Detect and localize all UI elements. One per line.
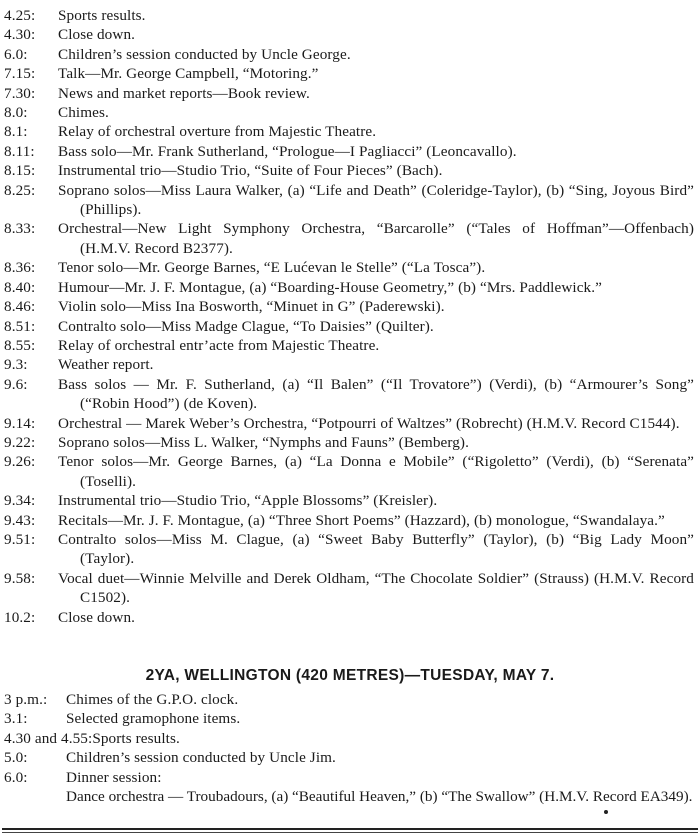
entry-text: Orchestral — Marek Weber’s Orchestra, “Potpourri of Waltzes” (Robrecht) (H.M.V. Record C1544). [58,414,680,432]
entry-time: 5.0: [4,749,28,767]
entry-text: Instrumental trio—Studio Trio, “Apple Blossoms” (Kreisler). [58,492,438,510]
entry-time: 9.34: [4,492,36,510]
entry-text: Close down. [58,608,136,626]
programme-entry [4,729,694,748]
entry-text: Orchestral—New Light Symphony Orchestra, “Barcarolle” (“Tales of Hoffman”—Offenbach) (H.M.V. Record B2377). [58,220,694,257]
entry-time: 8.46: [4,298,36,316]
entry-text: Close down. [58,26,136,44]
entry-text: Recitals—Mr. J. F. Montague, (a) “Three Short Poems” (Hazzard), (b) monologue, “Swandalaya.” [58,511,665,529]
programme-entry [4,45,694,64]
programme-entry [4,6,694,25]
programme-list-2ya [4,690,694,806]
programme-entry [4,219,694,258]
entry-text: Bass solos — Mr. F. Sutherland, (a) “Il Balen” (“Il Trovatore”) (Verdi), (b) “Armourer’s Song” (“Robin Hood”) (de Koven). [58,375,694,413]
programme-entry [4,258,694,277]
entry-text: Tenor solos—Mr. George Barnes, (a) “La Donna e Mobile” (“Rigoletto” (Verdi), (b) “Serenata” (Toselli). [58,453,694,490]
programme-entry [4,709,694,728]
entry-time: 8.55: [4,336,36,354]
entry-time: 7.15: [4,65,36,83]
programme-entry [4,748,694,767]
entry-text: Relay of orchestral overture from Majestic Theatre. [58,123,377,141]
programme-entry [4,142,694,161]
entry-time: 8.51: [4,317,36,335]
programme-entry [4,530,694,569]
entry-text: Sports results. [92,729,180,747]
entry-text: Soprano solos—Miss L. Walker, “Nymphs and Fauns” (Bemberg). [58,433,469,451]
programme-entry [4,569,694,608]
entry-time: 7.30: [4,84,36,102]
entry-time: 4.30 and 4.55: [4,729,93,747]
entry-text: Bass solo—Mr. Frank Sutherland, “Prologue—I Pagliacci” (Leoncavallo). [58,142,517,160]
entry-text: Humour—Mr. J. F. Montague, (a) “Boarding-House Geometry,” (b) “Mrs. Paddlewick.” [58,278,602,296]
programme-entry [4,64,694,83]
programme-entry [4,414,694,433]
programme-entry [4,103,694,122]
programme-entry [4,297,694,316]
entry-time: 8.0: [4,104,28,122]
entry-text: Vocal duet—Winnie Melville and Derek Oldham, “The Chocolate Soldier” (Strauss) (H.M.V. Record C1502). [58,569,694,607]
entry-text: Selected gramophone items. [66,710,241,728]
programme-entry [4,608,694,627]
programme-entry [4,317,694,336]
entry-text: Violin solo—Miss Ina Bosworth, “Minuet in G” (Paderewski). [58,298,445,316]
entry-time: 8.33: [4,220,36,238]
entry-time: 8.36: [4,259,36,277]
entry-time: 10.2: [4,608,36,626]
entry-time: 9.43: [4,511,36,529]
column-rule-thick [2,828,698,830]
entry-time: 6.0: [4,45,28,63]
programme-list-1ya [4,6,694,627]
programme-entry [4,336,694,355]
entry-time: 3.1: [4,710,28,728]
programme-entry [4,491,694,510]
entry-text: Children’s session conducted by Uncle George. [58,45,351,63]
entry-text: Instrumental trio—Studio Trio, “Suite of Four Pieces” (Bach). [58,162,443,180]
column-rule-thin [2,832,698,833]
entry-text: Chimes. [58,104,109,122]
station-heading: 2YA, WELLINGTON (420 METRES)—TUESDAY, MAY 7. [145,667,555,684]
entry-text: News and market reports—Book review. [58,84,310,102]
entry-time: 9.26: [4,453,36,471]
entry-time: 9.3: [4,356,28,374]
entry-time: 4.25: [4,7,36,24]
programme-entry [4,452,694,491]
entry-text: Weather report. [58,356,154,374]
programme-entry [4,690,694,709]
programme-entry [4,511,694,530]
entry-time: 9.51: [4,530,36,548]
programme-entry [4,355,694,374]
entry-text: Chimes of the G.P.O. clock. [66,691,239,708]
entry-time: 8.15: [4,162,36,180]
entry-time: 8.25: [4,181,36,199]
programme-entry [4,433,694,452]
entry-text: Contralto solos—Miss M. Clague, (a) “Sweet Baby Butterfly” (Taylor), (b) “Big Lady Moon” (Taylor). [58,530,694,568]
entry-time: 9.14: [4,414,36,432]
entry-text: Soprano solos—Miss Laura Walker, (a) “Life and Death” (Coleridge-Taylor), (b) “Sing, Joyous Bird” (Phillips). [58,181,694,219]
programme-entry [4,181,694,220]
entry-text: Relay of orchestral entr’acte from Majestic Theatre. [58,336,380,354]
programme-entry [4,278,694,297]
entry-time: 9.58: [4,569,36,587]
entry-time: 9.6: [4,375,28,393]
programme-entry [4,768,694,787]
entry-text: Tenor solo—Mr. George Barnes, “E Lućevan le Stelle” (“La Tosca”). [58,259,486,277]
entry-time: 4.30: [4,26,36,44]
programme-entry [4,122,694,141]
programme-entry [4,161,694,180]
entry-time: 8.1: [4,123,28,141]
programme-entry [4,84,694,103]
programme-entry [4,375,694,414]
dinner-session-item [4,787,694,806]
programme-entry [4,25,694,44]
entry-text: Contralto solo—Miss Madge Clague, “To Daisies” (Quilter). [58,317,434,335]
print-speck [604,810,608,814]
entry-time: 8.40: [4,278,36,296]
entry-time: 6.0: [4,768,28,786]
entry-text: Children’s session conducted by Uncle Jim. [66,749,336,767]
entry-text: Talk—Mr. George Campbell, “Motoring.” [58,65,319,83]
dinner-session-text: Dance orchestra — Troubadours, (a) “Beautiful Heaven,” (b) “The Swallow” (H.M.V. Record EA349). [66,788,693,806]
entry-time: 3 p.m.: [4,691,48,708]
entry-text: Dinner session: [66,768,162,786]
entry-time: 9.22: [4,433,36,451]
entry-time: 8.11: [4,142,35,160]
entry-text: Sports results. [58,7,146,24]
